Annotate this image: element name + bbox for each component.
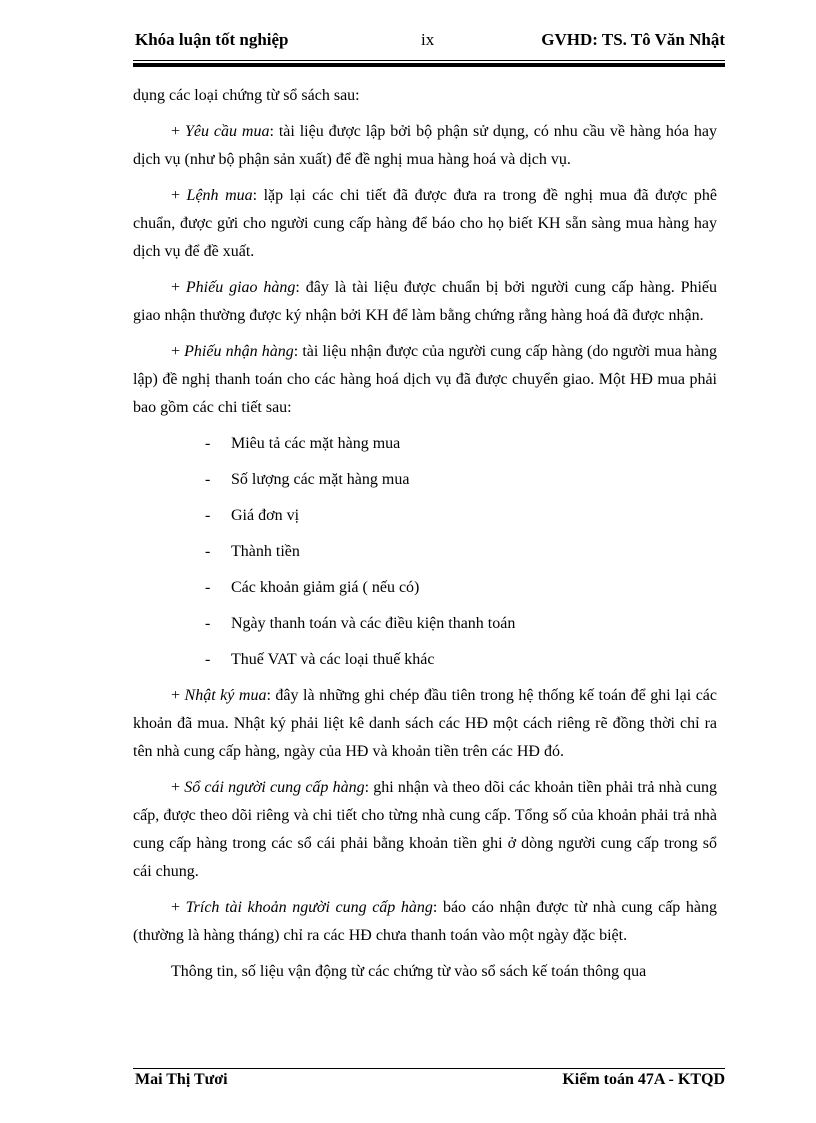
- term-delivery-note: Phiếu giao hàng: [185, 279, 296, 296]
- term-supplier-statement: Trích tài khoản người cung cấp hàng: [185, 899, 433, 916]
- list-item: - Giá đơn vị: [205, 507, 300, 524]
- term-supplier-ledger: Sổ cái người cung cấp hàng: [184, 779, 365, 796]
- header-supervisor: GVHD: TS. Tô Văn Nhật: [541, 30, 725, 49]
- paragraph-purchase-request: + Yêu cầu mua: tài liệu được lập bởi bộ phận sử dụng, có nhu cầu về hàng hóa hay dịch vụ (như bộ phận sản xuất) để đề nghị mua hàng hoá và dịch vụ.: [133, 123, 718, 168]
- list-item: - Ngày thanh toán và các điều kiện thanh toán: [205, 615, 516, 632]
- document-body: [133, 82, 717, 994]
- term-purchase-order: Lệnh mua: [186, 187, 253, 204]
- list-item: - Miêu tả các mặt hàng mua: [205, 435, 401, 452]
- paragraph-supplier-ledger: + Sổ cái người cung cấp hàng: ghi nhận và theo dõi các khoản tiền phải trả nhà cung cấp, được theo dõi riêng và chi tiết cho từng nhà cung cấp. Tổng số của khoản phải trả nhà cung cấp hàng trong các sổ cái phải bằng khoản tiền ghi ở dòng người cung cấp trong sổ cái chung.: [133, 779, 717, 880]
- invoice-details-list: [133, 430, 717, 674]
- list-item: - Số lượng các mặt hàng mua: [205, 471, 410, 488]
- list-item: - Thuế VAT và các loại thuế khác: [205, 651, 435, 668]
- paragraph-purchase-journal: + Nhật ký mua: đây là những ghi chép đầu tiên trong hệ thống kế toán để ghi lại các khoản đã mua. Nhật ký phải liệt kê danh sách các HĐ một cách riêng rẽ đồng thời chỉ ra tên nhà cung cấp hàng, ngày của HĐ và khoản tiền trên các HĐ đó.: [133, 687, 717, 760]
- paragraph-supplier-statement: + Trích tài khoản người cung cấp hàng: báo cáo nhận được từ nhà cung cấp hàng (thường là hàng tháng) chỉ ra các HĐ chưa thanh toán vào một ngày đặc biệt.: [133, 899, 717, 944]
- page-header: [133, 30, 725, 56]
- header-thesis-title: Khóa luận tốt nghiệp: [135, 30, 289, 49]
- footer-class: Kiểm toán 47A - KTQD: [562, 1071, 725, 1088]
- paragraph: dụng các loại chứng từ sổ sách sau:: [133, 87, 360, 104]
- list-item: - Thành tiền: [205, 543, 300, 560]
- header-rule-thin: [133, 60, 725, 61]
- paragraph-receiving-note: + Phiếu nhận hàng: tài liệu nhận được của người cung cấp hàng (do người mua hàng lập) đề nghị thanh toán cho các hàng hoá dịch vụ đã được chuyển giao. Một HĐ mua phải bao gồm các chi tiết sau:: [133, 343, 717, 416]
- paragraph-purchase-order: + Lệnh mua: lặp lại các chi tiết đã được đưa ra trong đề nghị mua đã được phê chuẩn, được gửi cho người cung cấp hàng để báo cho họ biết KH sẵn sàng mua hàng hay dịch vụ để đề xuất.: [133, 187, 717, 260]
- paragraph-delivery-note: + Phiếu giao hàng: đây là tài liệu được chuẩn bị bởi người cung cấp hàng. Phiếu giao nhận thường được ký nhận bởi KH để làm bằng chứng rằng hàng hoá đã được nhận.: [133, 279, 718, 324]
- header-rule-thick: [133, 63, 725, 67]
- footer-author: Mai Thị Tươi: [135, 1071, 228, 1088]
- footer-rule: [133, 1068, 725, 1069]
- term-purchase-request: Yêu cầu mua: [184, 123, 270, 140]
- term-purchase-journal: Nhật ký mua: [184, 687, 267, 704]
- list-item: - Các khoản giảm giá ( nếu có): [205, 579, 420, 596]
- paragraph: Thông tin, số liệu vận động từ các chứng từ vào sổ sách kế toán thông qua: [171, 963, 647, 980]
- page-number: ix: [421, 30, 435, 49]
- term-receiving-note: Phiếu nhận hàng: [184, 343, 294, 360]
